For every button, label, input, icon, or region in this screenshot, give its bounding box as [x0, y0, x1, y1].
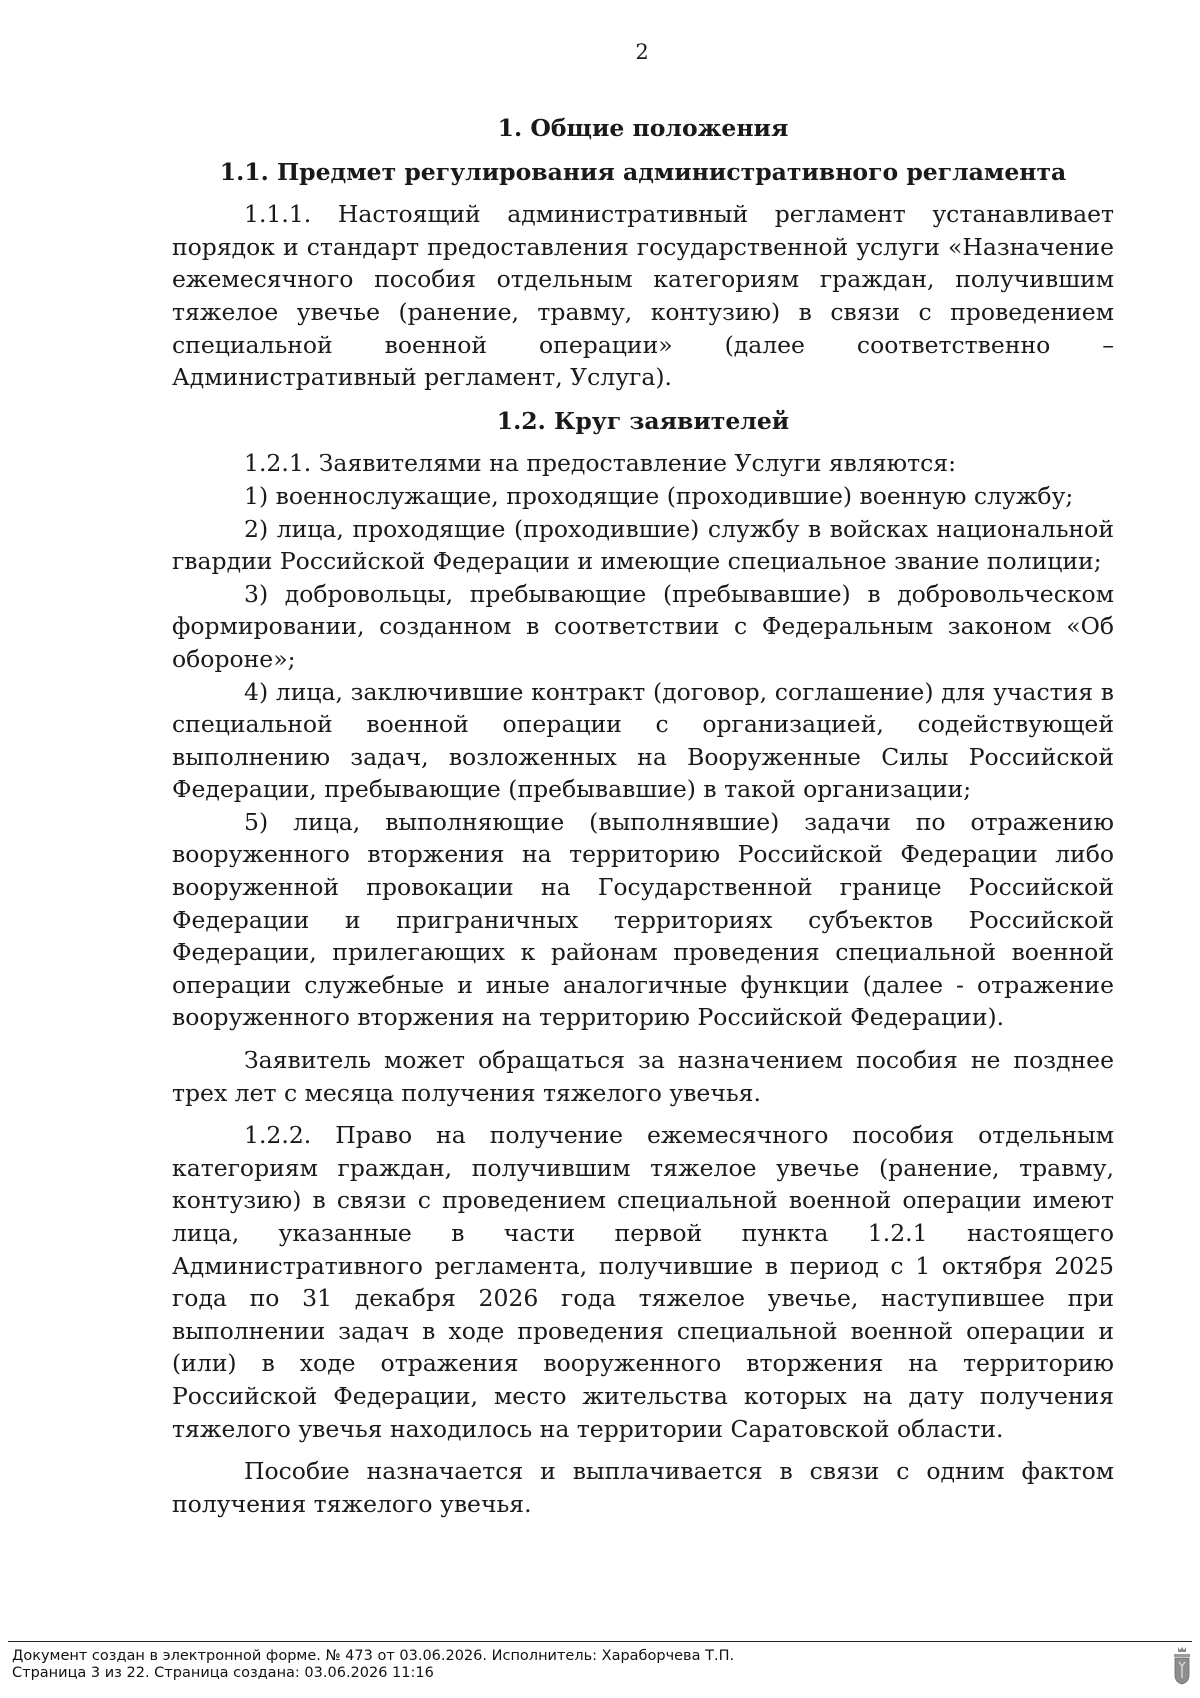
footer-line-2: Страница 3 из 22. Страница создана: 03.06.2026 11:16 — [12, 1665, 434, 1681]
paragraph-1-2-2: 1.2.2. Право на получение ежемесячного пособия отдельным категориям граждан, получившим тяжелое увечье (ранение, травму, контузию) в связи с проведением специальной военной операции имеют лица, указанные в части первой пункта 1.2.1 настоящего Административного регламента, получившие в период с 1 октября 2025 года по 31 декабря 2026 года тяжелое увечье, наступившее при выполнении задач в ходе проведения специальной военной операции и (или) в ходе отражения вооруженного вторжения на территорию Российской Федерации, место жительства которых на дату получения тяжелого увечья находилось на территории Саратовской области. — [172, 1121, 1114, 1443]
paragraph-1-1-1: 1.1.1. Настоящий административный регламент устанавливает порядок и стандарт предоставления государственной услуги «Назначение ежемесячного пособия отдельным категориям граждан, получившим тяжелое увечье (ранение, травму, контузию) в связи с проведением специальной военной операции» (далее соответственно – Административный регламент, Услуга). — [172, 200, 1114, 392]
list-item: 5) лица, выполняющие (выполнявшие) задачи по отражению вооруженного вторжения на территорию Российской Федерации либо вооруженной провокации на Государственной границе Российской Федерации и приграничных территориях субъектов Российской Федерации, прилегающих к районам проведения специальной военной операции служебные и иные аналогичные функции (далее - отражение вооруженного вторжения на территорию Российской Федерации). — [172, 807, 1114, 1032]
paragraph-final: Пособие назначается и выплачивается в связи с одним фактом получения тяжелого увечья. — [172, 1457, 1114, 1518]
document-body — [172, 112, 1114, 1520]
section-title: 1. Общие положения — [497, 114, 789, 142]
footer-divider — [8, 1641, 1192, 1642]
list-item: 2) лица, проходящие (проходившие) службу в войсках национальной гвардии Российской Федерации и имеющие специальное звание полиции; — [172, 514, 1114, 576]
list-item: 4) лица, заключившие контракт (договор, соглашение) для участия в специальной военной операции с организацией, содействующей выполнению задач, возложенных на Вооруженные Силы Российской Федерации, пребывающие (пребывавшие) в такой организации; — [172, 677, 1114, 804]
coat-of-arms-icon — [1172, 1645, 1192, 1685]
paragraph-deadline: Заявитель может обращаться за назначением пособия не позднее трех лет с месяца получения тяжелого увечья. — [172, 1046, 1114, 1107]
subsection-title-1-1: 1.1. Предмет регулирования административного регламента — [219, 157, 1067, 186]
list-item: 3) добровольцы, пребывающие (пребывавшие) в добровольческом формировании, созданном в соответствии с Федеральным законом «Об обороне»; — [172, 579, 1114, 673]
page-number: 2 — [635, 40, 649, 64]
footer — [12, 1648, 734, 1682]
paragraph-1-2-1: 1.2.1. Заявителями на предоставление Услуги являются: — [244, 449, 957, 478]
subsection-title-1-2: 1.2. Круг заявителей — [496, 406, 790, 435]
footer-line-1: Документ создан в электронной форме. № 473 от 03.06.2026. Исполнитель: Хараборчева Т.П. — [12, 1648, 735, 1664]
list-item: 1) военнослужащие, проходящие (проходившие) военную службу; — [244, 481, 1074, 510]
